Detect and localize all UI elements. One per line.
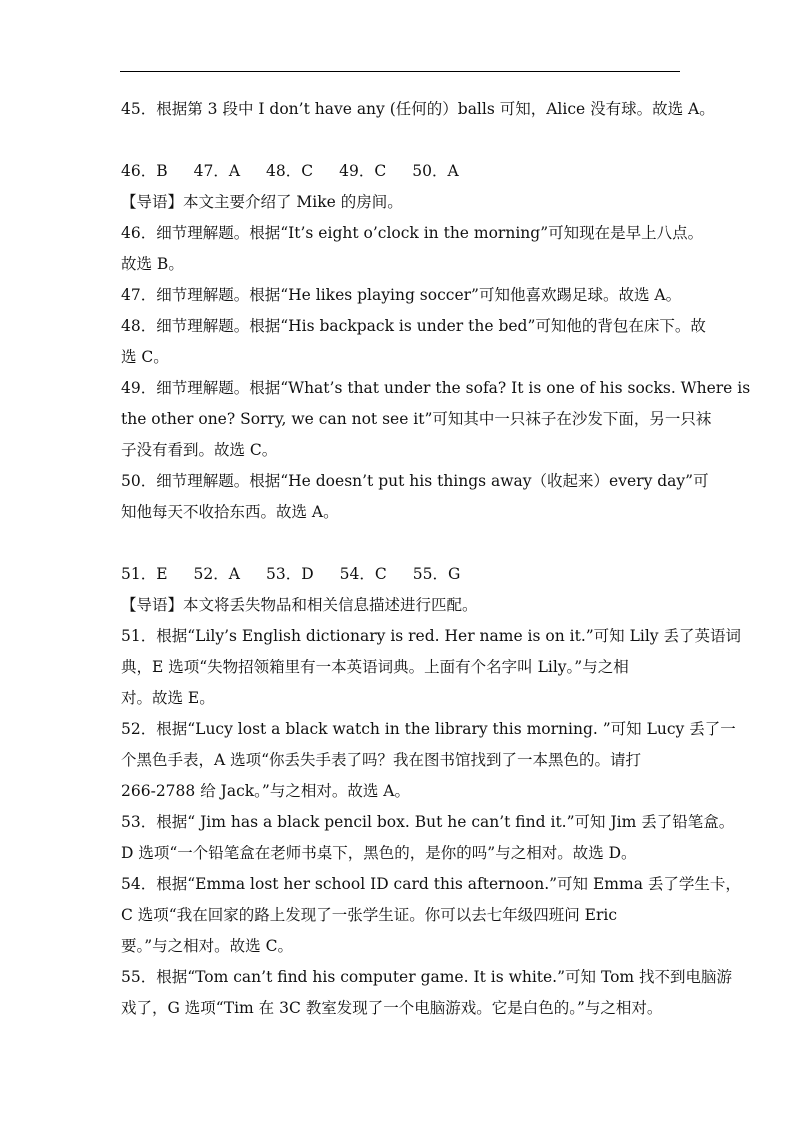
- q46-explanation-line: 故选 B。: [121, 255, 184, 273]
- q47-explanation-line: 47．细节理解题。根据“He likes playing soccer”可知他喜欢踢足球。故选 A。: [121, 286, 682, 304]
- q54-explanation-line: C 选项“我在回家的路上发现了一张学生证。你可以去七年级四班问 Eric: [121, 906, 618, 924]
- q53-explanation-line: 53．根据“ Jim has a black pencil box. But he can’t find it.”可知 Jim 丢了铅笔盒。: [121, 813, 735, 831]
- q49-explanation-line: 49．细节理解题。根据“What’s that under the sofa? It is one of his socks. Where is: [121, 379, 751, 397]
- answer-46: 46．B: [121, 162, 168, 180]
- answer-key-51-55: [121, 559, 686, 590]
- q55-explanation-line: 55．根据“Tom can’t find his computer game. It is white.”可知 Tom 找不到电脑游: [121, 968, 733, 986]
- q52-explanation-line: 266-2788 给 Jack。”与之相对。故选 A。: [121, 782, 410, 800]
- q49-explanation-line: the other one? Sorry, we can not see it”可知其中一只袜子在沙发下面，另一只袜: [121, 410, 712, 428]
- q54-explanation-line: 要。”与之相对。故选 C。: [121, 937, 293, 955]
- q48-explanation-line: 选 C。: [121, 348, 169, 366]
- q48-explanation-line: 48．细节理解题。根据“His backpack is under the bed”可知他的背包在床下。故: [121, 317, 706, 335]
- guide-intro-46-50: 【导语】本文主要介绍了 Mike 的房间。: [121, 193, 403, 211]
- answer-51: 51．E: [121, 565, 168, 583]
- q49-explanation-line: 子没有看到。故选 C。: [121, 441, 278, 459]
- answer-54: 54．C: [339, 565, 387, 583]
- answer-53: 53．D: [265, 565, 314, 583]
- q51-explanation-line: 对。故选 E。: [121, 689, 215, 707]
- answer-48: 48．C: [266, 162, 314, 180]
- q54-explanation-line: 54．根据“Emma lost her school ID card this afternoon.”可知 Emma 丢了学生卡，: [121, 875, 741, 893]
- answer-55: 55．G: [412, 565, 461, 583]
- guide-intro-51-55: 【导语】本文将丢失物品和相关信息描述进行匹配。: [121, 596, 478, 614]
- q50-explanation-line: 50．细节理解题。根据“He doesn’t put his things away（收起来）every day”可: [121, 472, 709, 490]
- q51-explanation-line: 51．根据“Lily’s English dictionary is red. Her name is on it.”可知 Lily 丢了英语词: [121, 627, 741, 645]
- q53-explanation-line: D 选项“一个铅笔盒在老师书桌下，黑色的，是你的吗”与之相对。故选 D。: [121, 844, 637, 862]
- answer-52: 52．A: [193, 565, 240, 583]
- q45-explanation-line: 45．根据第 3 段中 I don’t have any (任何的）balls 可知，Alice 没有球。故选 A。: [121, 100, 715, 118]
- answer-49: 49．C: [339, 162, 387, 180]
- answer-50: 50．A: [412, 162, 459, 180]
- section-gap: [121, 528, 686, 559]
- section-gap: [121, 125, 686, 156]
- q50-explanation-line: 知他每天不收拾东西。故选 A。: [121, 503, 339, 521]
- q51-explanation-line: 典，E 选项“失物招领箱里有一本英语词典。上面有个名字叫 Lily。”与之相: [121, 658, 629, 676]
- answer-47: 47．A: [193, 162, 241, 180]
- answer-key-46-50: [121, 156, 686, 187]
- header-rule: [120, 71, 680, 72]
- q55-explanation-line: 戏了，G 选项“Tim 在 3C 教室发现了一个电脑游戏。它是白色的。”与之相对。: [121, 999, 663, 1017]
- answer-explanations: [121, 94, 751, 1024]
- q52-explanation-line: 52．根据“Lucy lost a black watch in the library this morning. ”可知 Lucy 丢了一: [121, 720, 736, 738]
- q46-explanation-line: 46．细节理解题。根据“It’s eight o’clock in the morning”可知现在是早上八点。: [121, 224, 704, 242]
- q52-explanation-line: 个黑色手表，A 选项“你丢失手表了吗？我在图书馆找到了一本黑色的。请打: [121, 751, 642, 769]
